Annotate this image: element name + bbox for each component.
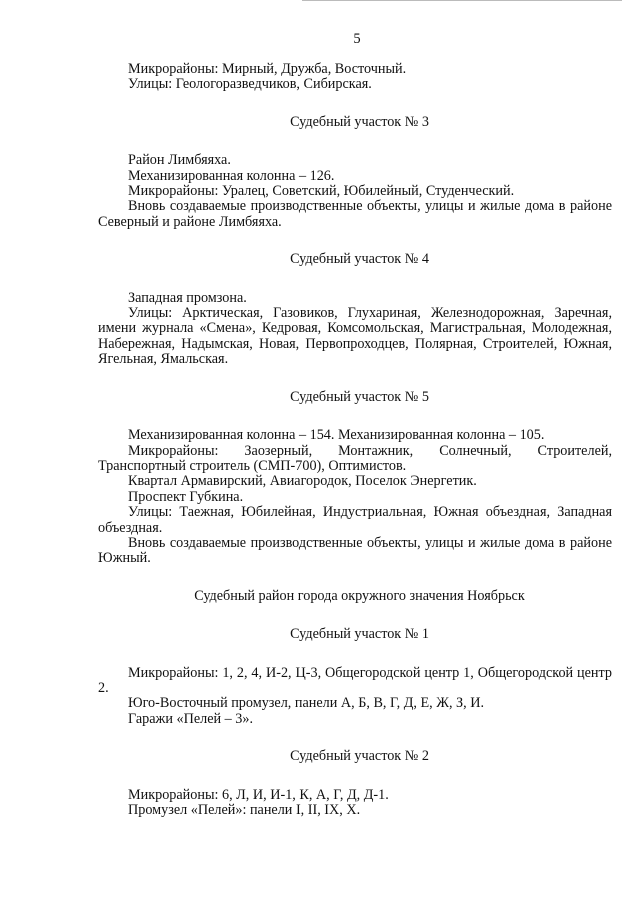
- scan-edge-line: [302, 0, 622, 4]
- paragraph: Микрорайоны: Заозерный, Монтажник, Солнечный, Строителей, Транспортный строитель (СМП-700), Оптимистов.: [98, 442, 612, 474]
- noyabrsk-court-section-1: [98, 627, 612, 727]
- microdistricts-line: Микрорайоны: Мирный, Дружба, Восточный.: [128, 61, 407, 77]
- court-section-3: [98, 115, 612, 230]
- paragraph: Улицы: Таежная, Юбилейная, Индустриальная, Южная объездная, Западная объездная.: [98, 504, 612, 536]
- paragraph: Западная промзона.: [128, 289, 247, 306]
- paragraph: Вновь создаваемые производственные объекты, улицы и жилые дома в районе Северный и районе Лимбяяха.: [98, 198, 612, 230]
- section-continuation: [98, 62, 612, 93]
- page-number: 5: [353, 31, 361, 47]
- paragraph: Микрорайоны: 6, Л, И, И-1, К, А, Г, Д, Д-1.: [128, 786, 389, 803]
- paragraph: Район Лимбяяха.: [128, 152, 231, 169]
- streets-line: Улицы: Геологоразведчиков, Сибирская.: [128, 76, 372, 93]
- paragraph: Механизированная колонна – 126.: [128, 167, 335, 184]
- paragraph: Вновь создаваемые производственные объекты, улицы и жилые дома в районе Южный.: [98, 534, 612, 567]
- section-heading: Судебный участок № 2: [290, 748, 429, 765]
- paragraph: Улицы: Арктическая, Газовиков, Глухариная, Железнодорожная, Заречная, имени журнала «Смена», Кедровая, Комсомольская, Магистральная, Молодежная, Набережная, Надымская, Новая, Первопроходцев, Полярная, Строителей, Южная, Ягельная, Ямальская.: [98, 305, 612, 368]
- paragraph: Гаражи «Пелей – 3».: [128, 710, 254, 727]
- paragraph: Квартал Армавирский, Авиагородок, Поселок Энергетик.: [128, 473, 477, 490]
- paragraph: Механизированная колонна – 154. Механизированная колонна – 105.: [128, 427, 545, 444]
- district-heading: Судебный район города окружного значения Ноябрьск: [194, 587, 525, 604]
- section-heading: Судебный участок № 3: [290, 113, 429, 130]
- paragraph: Микрорайоны: 1, 2, 4, И-2, Ц-3, Общегородской центр 1, Общегородской центр 2.: [98, 664, 612, 696]
- court-section-5: [98, 390, 612, 567]
- section-heading: Судебный участок № 5: [290, 388, 429, 405]
- section-heading: Судебный участок № 4: [290, 251, 429, 268]
- document-body: [98, 62, 612, 818]
- paragraph: Промузел «Пелей»: панели I, II, IX, X.: [128, 802, 361, 818]
- noyabrsk-court-section-2: [98, 749, 612, 818]
- paragraph: Микрорайоны: Уралец, Советский, Юбилейный, Студенческий.: [128, 183, 515, 200]
- court-section-4: [98, 252, 612, 367]
- section-heading: Судебный участок № 1: [290, 626, 429, 643]
- paragraph: Проспект Губкина.: [128, 488, 244, 505]
- paragraph: Юго-Восточный промузел, панели А, Б, В, Г, Д, Е, Ж, З, И.: [128, 695, 485, 712]
